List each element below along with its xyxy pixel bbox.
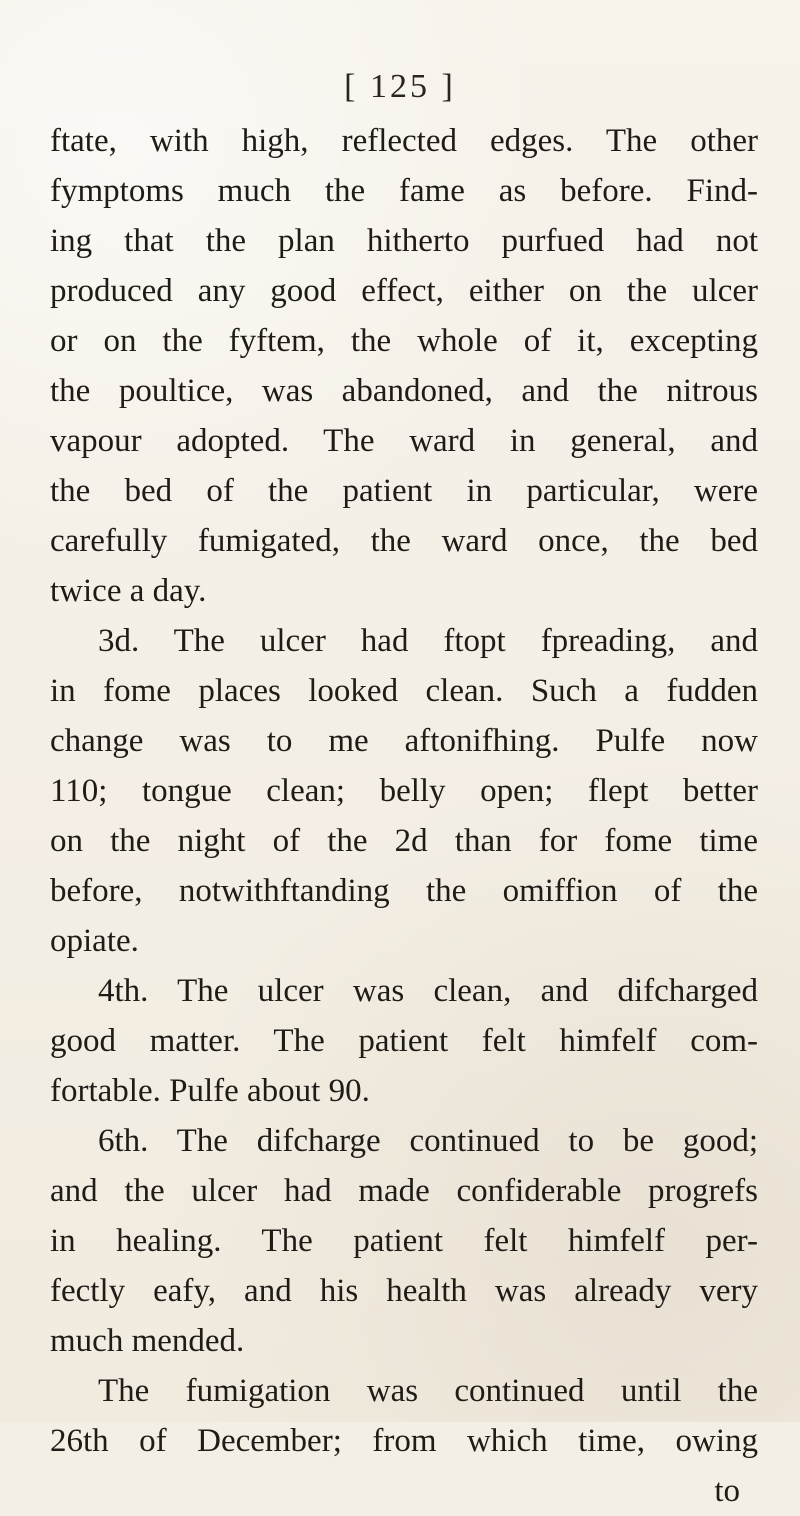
text-line: before, notwithftanding the omiffion of the xyxy=(50,873,758,909)
text-line: or on the fyftem, the whole of it, excepting xyxy=(50,323,758,359)
text-line: 110; tongue clean; belly open; flept better xyxy=(50,773,758,809)
text-line: change was to me aftonifhing. Pulfe now xyxy=(50,723,758,759)
text-line: twice a day. xyxy=(50,573,207,609)
text-line: fortable. Pulfe about 90. xyxy=(50,1073,370,1109)
text-line: ing that the plan hitherto purfued had not xyxy=(50,223,758,259)
text-line: produced any good effect, either on the ulcer xyxy=(50,273,758,309)
text-line: 4th. The ulcer was clean, and difcharged xyxy=(98,973,758,1009)
text-line: ftate, with high, reflected edges. The other xyxy=(50,123,758,159)
text-line: the poultice, was abandoned, and the nitrous xyxy=(50,373,758,409)
text-line: 26th of December; from which time, owing xyxy=(50,1423,758,1459)
text-line: The fumigation was continued until the xyxy=(98,1373,758,1409)
text-line: much mended. xyxy=(50,1323,245,1359)
text-line: fectly eafy, and his health was already very xyxy=(50,1273,758,1309)
text-line: opiate. xyxy=(50,923,139,959)
text-line: vapour adopted. The ward in general, and xyxy=(50,423,758,459)
body-text xyxy=(50,116,758,1516)
text-line: 3d. The ulcer had ftopt fpreading, and xyxy=(98,623,758,659)
text-line: good matter. The patient felt himfelf com- xyxy=(50,1023,758,1059)
text-line: fymptoms much the fame as before. Find- xyxy=(50,173,758,209)
text-line: in healing. The patient felt himfelf per- xyxy=(50,1223,758,1259)
text-line: the bed of the patient in particular, were xyxy=(50,473,758,509)
text-line: and the ulcer had made confiderable progrefs xyxy=(50,1173,758,1209)
text-line: in fome places looked clean. Such a fudden xyxy=(50,673,758,709)
text-line: on the night of the 2d than for fome time xyxy=(50,823,758,859)
page-number: [ 125 ] xyxy=(344,68,456,105)
text-line: 6th. The difcharge continued to be good; xyxy=(98,1123,758,1159)
text-line: carefully fumigated, the ward once, the bed xyxy=(50,523,758,559)
catchword: to xyxy=(714,1473,740,1509)
